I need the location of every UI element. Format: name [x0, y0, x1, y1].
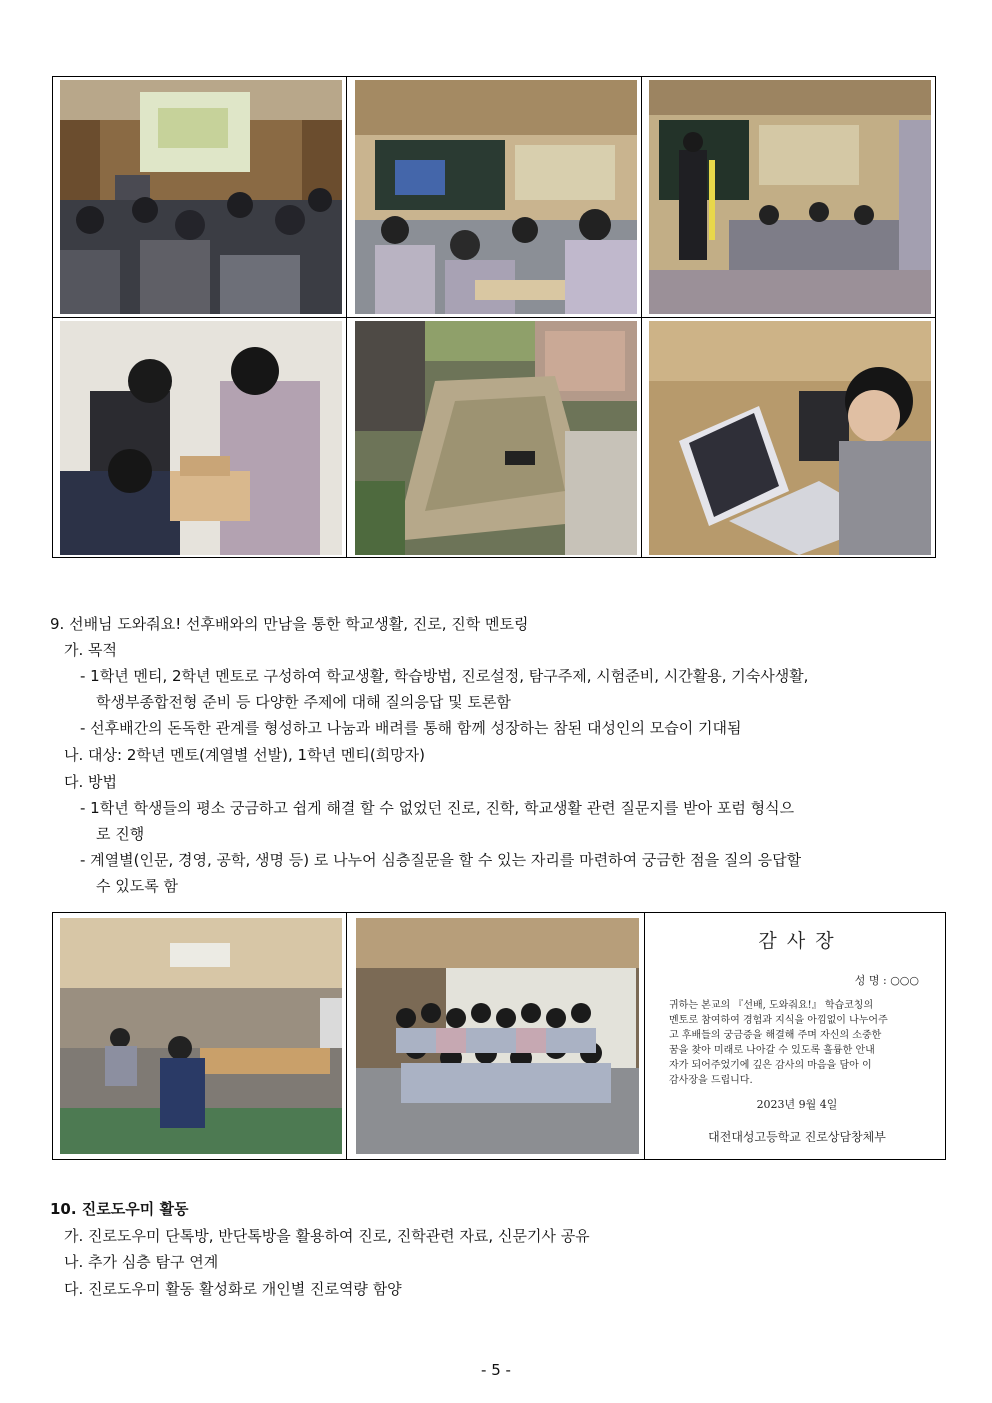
section-10-item-a: 가. 진로도우미 단톡방, 반단톡방을 활용하여 진로, 진학관련 자료, 신문기사 공유: [64, 1227, 590, 1245]
certificate-issuer: 대전대성고등학교 진로상담창체부: [708, 1130, 886, 1144]
target-line: 나. 대상: 2학년 멘토(계열별 선발), 1학년 멘티(희망자): [64, 746, 426, 764]
certificate-body-line: 귀하는 본교의 『선배, 도와줘요!』 학습코칭의: [669, 1000, 874, 1011]
page-number: - 5 -: [481, 1361, 511, 1379]
grid-divider: [346, 913, 347, 1159]
photo-classroom-mentor: [355, 80, 637, 314]
certificate-body-line: 자가 되어주었기에 깊은 감사의 마음을 담아 이: [669, 1060, 872, 1071]
certificate-date: 2023년 9월 4일: [756, 1098, 838, 1111]
purpose-label: 가. 목적: [64, 641, 118, 659]
certificate-title: 감 사 장: [758, 930, 836, 952]
certificate-of-appreciation: [649, 918, 945, 1156]
method-item-1: - 1학년 학생들의 평소 궁금하고 쉽게 해결 할 수 없었던 진로, 진학, 학교생활 관련 질문지를 받아 포럼 형식으: [80, 799, 795, 817]
method-item-1-cont: 로 진행: [96, 825, 145, 843]
certificate-body-line: 멘토로 참여하여 경험과 지식을 아낌없이 나누어주: [669, 1015, 888, 1026]
photo-grid-top: [52, 76, 936, 558]
photo-outdoor-field: [355, 321, 637, 555]
purpose-item-2: - 선후배간의 돈독한 관계를 형성하고 나눔과 배려를 통해 함께 성장하는 참된 대성인의 모습이 기대됨: [80, 719, 742, 737]
photo-mentoring-hall: [60, 918, 342, 1154]
section-10-item-c: 다. 진로도우미 활동 활성화로 개인별 진로역량 함양: [64, 1280, 402, 1298]
photo-lecture-hall: [60, 80, 342, 314]
section-10-heading: 10. 진로도우미 활동: [50, 1200, 189, 1218]
section-9-heading: 9. 선배님 도와줘요! 선후배와의 만남을 통한 학교생활, 진로, 진학 멘토링: [50, 615, 529, 633]
photo-students-building: [60, 321, 342, 555]
photo-group-mentors: [356, 918, 639, 1154]
photo-student-laptop: [649, 321, 931, 555]
section-10-item-b: 나. 추가 심층 탐구 연계: [64, 1253, 219, 1271]
grid-divider: [644, 913, 645, 1159]
purpose-item-1-cont: 학생부종합전형 준비 등 다양한 주제에 대해 질의응답 및 토론함: [96, 693, 511, 711]
method-label: 다. 방법: [64, 773, 118, 791]
method-item-2-cont: 수 있도록 함: [96, 877, 178, 895]
purpose-item-1: - 1학년 멘티, 2학년 멘토로 구성하여 학교생활, 학습방법, 진로설정, 탐구주제, 시험준비, 시간활용, 기숙사생활,: [80, 667, 809, 685]
grid-divider: [53, 317, 935, 318]
photo-grid-mentoring: [52, 912, 946, 1160]
certificate-body-line: 감사장을 드립니다.: [669, 1075, 753, 1086]
photo-classroom-activity: [649, 80, 931, 314]
certificate-body-line: 고 후배들의 궁금증을 해결해 주며 자신의 소중한: [669, 1030, 882, 1041]
method-item-2: - 계열별(인문, 경영, 공학, 생명 등) 로 나누어 심층질문을 할 수 있는 자리를 마련하여 궁금한 점을 질의 응답할: [80, 851, 802, 869]
certificate-name: 성 명 : ○○○: [854, 974, 919, 987]
certificate-body-line: 꿈을 찾아 미래로 나아갈 수 있도록 훌륭한 안내: [669, 1045, 875, 1056]
